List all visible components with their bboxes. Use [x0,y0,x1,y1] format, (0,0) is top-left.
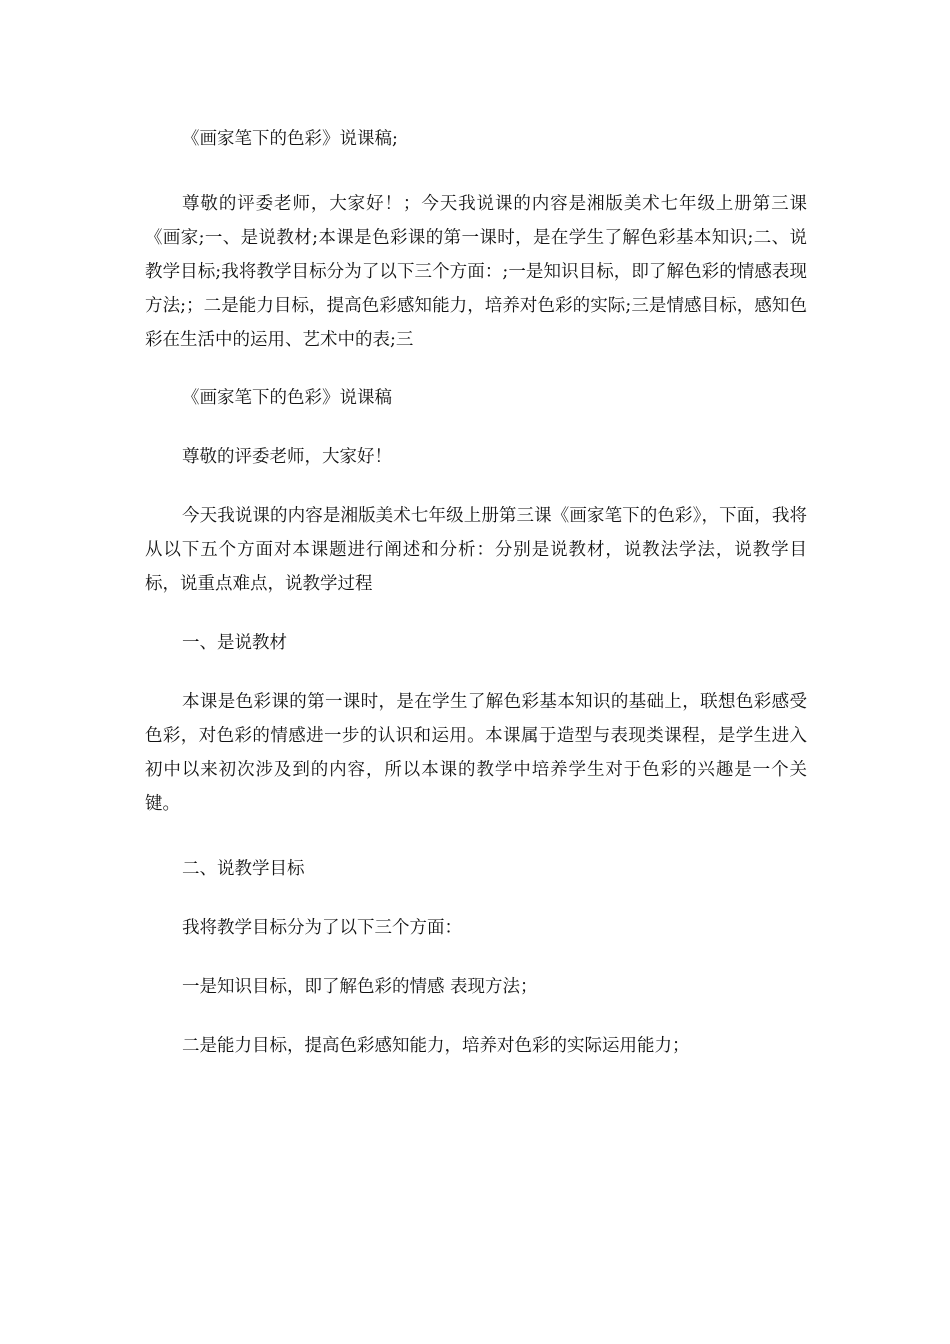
doc-title-1: 《画家笔下的色彩》说课稿; [182,129,398,149]
intro-paragraph: 今天我说课的内容是湘版美术七年级上册第三课《画家笔下的色彩》，下面，我将从以下五个方面对本课题进行阐述和分析：分别是说教材，说教法学法，说教学目标，说重点难点，说教学过程 [145,506,807,594]
objective-ability: 二是能力目标，提高色彩感知能力，培养对色彩的实际运用能力； [182,1036,690,1056]
greeting-paragraph: 尊敬的评委老师，大家好！ [182,447,392,467]
objective-knowledge: 一是知识目标，即了解色彩的情感 表现方法； [182,977,538,997]
section-heading-objectives: 二、说教学目标 [182,859,305,879]
summary-paragraph: 尊敬的评委老师，大家好！；今天我说课的内容是湘版美术七年级上册第三课《画家;一、是说教材;本课是色彩课的第一课时，是在学生了解色彩基本知识;二、说教学目标;我将教学目标分为了以下三个方面：;一是知识目标，即了解色彩的情感表现方法;；二是能力目标，提高色彩感知能力，培养对色彩的实际;三是情感目标，感知色彩在生活中的运用、艺术中的表;三 [145,194,807,350]
document-body [145,122,807,1063]
section-heading-textbook: 一、是说教材 [182,633,287,653]
textbook-paragraph: 本课是色彩课的第一课时，是在学生了解色彩基本知识的基础上，联想色彩感受色彩，对色彩的情感进一步的认识和运用。本课属于造型与表现类课程，是学生进入初中以来初次涉及到的内容，所以本课的教学中培养学生对于色彩的兴趣是一个关键。 [145,692,807,814]
doc-title-2: 《画家笔下的色彩》说课稿 [182,388,392,408]
objectives-intro: 我将教学目标分为了以下三个方面： [182,918,462,938]
